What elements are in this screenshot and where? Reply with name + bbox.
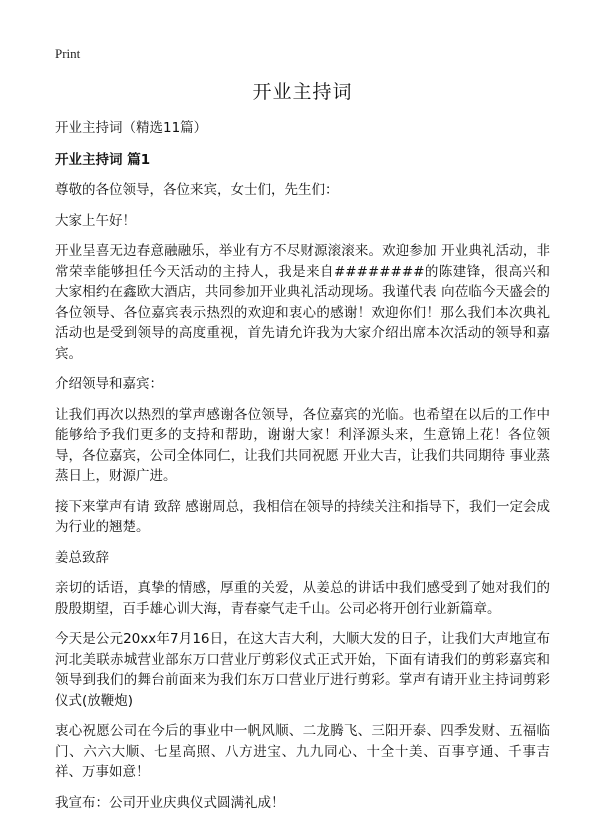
paragraph-introduce-guests: 介绍领导和嘉宾： <box>55 376 163 392</box>
paragraph-closing: 我宣布：公司开业庆典仪式圆满礼成！ <box>55 794 285 811</box>
paragraph-speech-response: 亲切的话语，真挚的情感，厚重的关爱，从姜总的讲话中我们感受到了她对我们的殷殷期望，百手雄心训大海，青春豪气走千山。公司必将开创行业新篇章。 <box>55 580 550 617</box>
document-subtitle: 开业主持词（精选11篇） <box>55 120 208 136</box>
document-body <box>55 78 550 823</box>
paragraph-ribbon-cutting: 今天是公元20xx年7月16日，在这大吉大利，大顺大发的日子，让我们大声地宣布河北美联赤城营业部东万口营业厅剪彩仪式正式开始，下面有请我们的剪彩嘉宾和领导到我们的舞台前面来为我们东万口营业厅进行剪彩。掌声有请开业主持词剪彩仪式(放鞭炮) <box>55 631 550 709</box>
paragraph-speech-title: 姜总致辞 <box>55 549 109 566</box>
paragraph-speech-invite: 接下来掌声有请 致辞 感谢周总，我相信在领导的持续关注和指导下，我们一定会成为行业的翘楚。 <box>55 498 550 535</box>
print-link[interactable]: Print <box>55 46 81 61</box>
paragraph-greeting: 尊敬的各位领导，各位来宾，女士们，先生们： <box>55 182 339 198</box>
paragraph-good-morning: 大家上午好！ <box>55 212 136 229</box>
paragraph-thanks: 让我们再次以热烈的掌声感谢各位领导，各位嘉宾的光临。也希望在以后的工作中能够给予我们更多的支持和帮助，谢谢大家！利泽源头来，生意锦上花！各位领导，各位嘉宾，公司全体同仁，让我们共同祝愿 开业大吉，让我们共同期待 事业蒸蒸日上，财源广进。 <box>55 406 550 484</box>
section-heading: 开业主持词 篇1 <box>55 152 151 168</box>
page-title: 开业主持词 <box>252 81 353 103</box>
paragraph-opening: 开业呈喜无边春意融融乐，举业有方不尽财源滚滚来。欢迎参加 开业典礼活动，非常荣幸能够担任今天活动的主持人，我是来自########的陈建锋，很高兴和大家相约在鑫欧大酒店，共同参加开业典礼活动现场。我谨代表 向莅临今天盛会的各位领导、各位嘉宾表示热烈的欢迎和衷心的感谢！欢迎你们！那么我们本次典礼活动也是受到领导的高度重视，首先请允许我为大家介绍出席本次活动的领导和嘉宾。 <box>55 243 550 362</box>
paragraph-blessings: 衷心祝愿公司在今后的事业中一帆风顺、二龙腾飞、三阳开泰、四季发财、五福临门、六六大顺、七星高照、八方进宝、九九同心、十全十美、百事亨通、千事吉祥、万事如意！ <box>55 723 550 780</box>
